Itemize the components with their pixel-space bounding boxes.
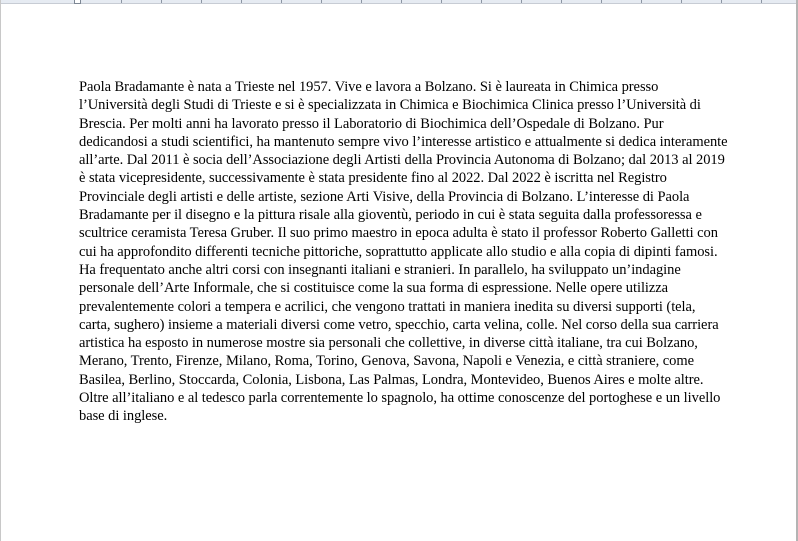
- ruler-tick: [521, 0, 522, 3]
- ruler-tick: [361, 0, 362, 3]
- ruler-tick: [281, 0, 282, 3]
- ruler-tick: [561, 0, 562, 3]
- ruler-tick: [761, 0, 762, 3]
- biography-paragraph[interactable]: Paola Bradamante è nata a Trieste nel 1957. Vive e lavora a Bolzano. Si è laureata in Chimica presso l’Università degli Studi di Trieste e si è specializzata in Chimica e Biochimica Clinica presso l’Università di Brescia. Per molti anni ha lavorato presso il Laboratorio di Biochimica dell’Ospedale di Bolzano. Pur dedicandosi a studi scientifici, ha mantenuto sempre vivo l’interesse artistico e attualmente si dedica interamente all’arte. Dal 2011 è socia dell’Associazione degli Artisti della Provincia Autonoma di Bolzano; dal 2013 al 2019 è stata vicepresidente, successivamente è stata presidente fino al 2022. Dal 2022 è iscritta nel Registro Provinciale degli artisti e delle artiste, sezione Arti Visive, della Provincia di Bolzano. L’interesse di Paola Bradamante per il disegno e la pittura risale alla gioventù, periodo in cui è stata seguita dalla professoressa e scultrice ceramista Teresa Gruber. Il suo primo maestro in epoca adulta è stato il professor Roberto Galletti con cui ha approfondito differenti tecniche pittoriche, soprattutto applicate allo studio e alla copia di dipinti famosi. Ha frequentato anche altri corsi con insegnanti italiani e stranieri. In parallelo, ha sviluppato un’indagine personale dell’Arte Informale, che si costituisce come la sua forma di espressione. Nelle opere utilizza prevalentemente colori a tempera e acrilici, che vengono trattati in maniera inedita su diversi supporti (tela, carta, sughero) insieme a materiali diversi come vetro, specchio, carta velina, colle. Nel corso della sua carriera artistica ha esposto in numerose mostre sia personali che collettive, in diverse città italiane, tra cui Bolzano, Merano, Trento, Firenze, Milano, Roma, Torino, Genova, Savona, Napoli e Venezia, e città straniere, come Basilea, Berlino, Stoccarda, Colonia, Lisbona, Las Palmas, Londra, Montevideo, Buenos Aires e molte altre. Oltre all’italiano e al tedesco parla correntemente lo spagnolo, ha ottime conoscenze del portoghese e un livello base di inglese.: [79, 79, 728, 425]
- ruler-tick: [681, 0, 682, 3]
- ruler-tick: [601, 0, 602, 3]
- ruler-tick: [721, 0, 722, 3]
- document-page[interactable]: [79, 78, 729, 426]
- indent-marker-icon[interactable]: [74, 0, 81, 4]
- ruler-tick: [481, 0, 482, 3]
- ruler-tick: [121, 0, 122, 3]
- ruler-tick: [641, 0, 642, 3]
- ruler-tick: [321, 0, 322, 3]
- ruler-tick: [201, 0, 202, 3]
- ruler-tick: [241, 0, 242, 3]
- ruler-tick: [401, 0, 402, 3]
- ruler-tick: [441, 0, 442, 3]
- horizontal-ruler[interactable]: [1, 0, 796, 4]
- ruler-tick: [161, 0, 162, 3]
